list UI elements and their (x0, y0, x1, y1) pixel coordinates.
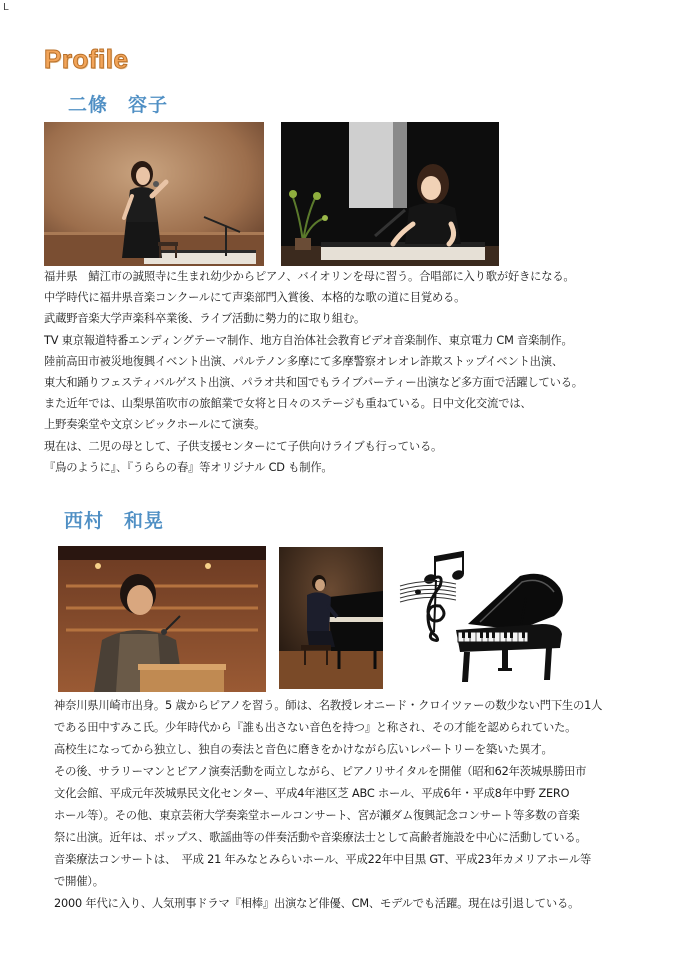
bio-line: 福井県 鯖江市の誠照寺に生まれ幼少からピアノ、バイオリンを母に習う。合唱部に入り歌が好きになる。 (44, 270, 575, 283)
bio-line: 東大和踊りフェスティバルゲスト出演、パラオ共和国でもライブパーティー出演など多方面で活躍している。 (44, 375, 583, 389)
photo-singer-keyboard (281, 122, 499, 266)
bio-line: で開催）。 (54, 875, 104, 888)
bio-line: 武蔵野音楽大学声楽科卒業後、ライブ活動に勢力的に取り組む。 (44, 312, 366, 326)
profile-heading: Profile (44, 44, 129, 74)
bio-line: 2000 年代に入り、人気刑事ドラマ『相棒』出演など俳優、CM、モデルでも活躍。現在は引退している。 (54, 897, 580, 910)
bio-line: 高校生になってから独立し、独自の奏法と音色に磨きをかけながら広いレパートリーを築いた異才。 (54, 743, 553, 756)
bio-line: TV 東京報道特番エンディングテーマ制作、地方自治体社会教育ビデオ音楽制作、東京電力 CM 音楽制作。 (44, 333, 573, 347)
bio-line: ホール等）。その他、東京芸術大学奏楽堂ホールコンサート、宮が瀬ダム復興記念コンサート等多数の音楽 (54, 809, 580, 822)
bio-line: 文化会館、平成元年茨城県民文化センター、平成4年港区芝 ABC ホール、平成6年・平成8年中野 ZERO (54, 787, 570, 800)
bio-line: 音楽療法コンサートは、 平成 21 年みなとみらいホール、平成22年中目黒 GT、平成23年カメリアホール等 (54, 853, 592, 866)
person-name-nishimura: 西村 和晃 (64, 510, 165, 532)
bio-line: 神奈川県川崎市出身。5 歳からピアノを習う。師は、名教授レオニード・クロイツァーの数少ない門下生の1人 (54, 699, 603, 712)
bio-nishimura (54, 695, 602, 915)
bio-line: 祭に出演。近年は、ポップス、歌謡曲等の伴奏活動や音楽療法士として高齢者施設を中心に活動している。 (54, 831, 587, 844)
treble-clef-icon (398, 572, 458, 642)
bio-line: その後、サラリーマンとピアノ演奏活動を両立しながら、ピアノリサイタルを開催（昭和62年茨城県勝田市 (54, 765, 587, 778)
bio-line: 陸前高田市被災地復興イベント出演、パルテノン多摩にて多摩警察オレオレ詐欺ストップイベント出演、 (44, 354, 563, 368)
bio-line: また近年では、山梨県笛吹市の旅館業で女将と日々のステージも重ねている。日中文化交流では、 (44, 397, 532, 411)
photo-speaker-podium (58, 546, 266, 692)
bio-line: 上野奏楽堂や文京シビックホールにて演奏。 (44, 418, 266, 432)
bio-line: 現在は、二児の母として、子供支援センターにて子供向けライブも行っている。 (44, 439, 443, 453)
person-name-nijo: 二條 容子 (68, 94, 169, 116)
photo-pianist (279, 547, 383, 689)
corner-mark: L (3, 2, 9, 13)
bio-line: 『鳥のように』、『うららの春』等オリジナル CD も制作。 (44, 460, 333, 474)
grand-piano-icon (450, 570, 570, 688)
bio-line: である田中すみこ氏。少年時代から『誰も出さない音色を持つ』と称され、その才能を認められていた。 (54, 721, 577, 734)
bio-line: 中学時代に福井県音楽コンクールにて声楽部門入賞後、本格的な歌の道に目覚める。 (44, 291, 466, 305)
bio-nijo (44, 266, 583, 478)
photo-singer-stage (44, 122, 264, 266)
